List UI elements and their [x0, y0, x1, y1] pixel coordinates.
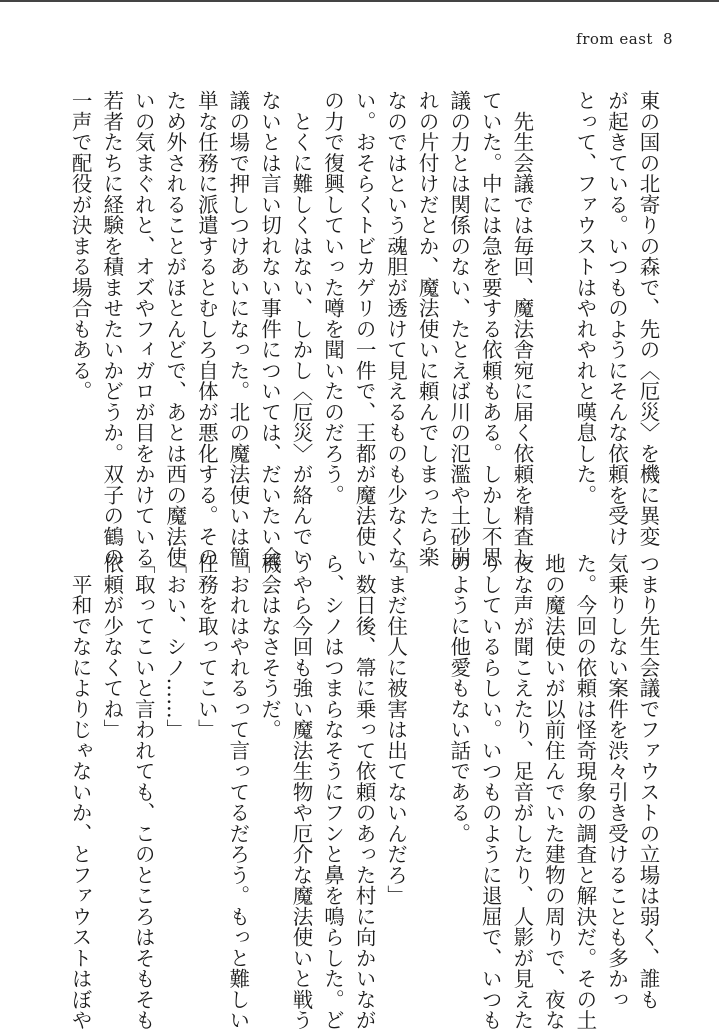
header-title: from east [576, 30, 653, 48]
text-line: 平和でなによりじゃないか、とファウストはぼや [68, 553, 93, 1030]
text-line: とくに難しくはない、しかし〈厄災〉が絡んでい [288, 90, 313, 568]
text-line: 一声で配役が決まる場合もある。 [68, 90, 93, 402]
text-line: ないとは言い切れない事件については、だいたい会 [257, 90, 282, 568]
text-line: 東の国の北寄りの森で、先の〈厄災〉を機に異変 [636, 90, 660, 547]
text-line: が起きている。いつものようにそんな依頼を受け [604, 90, 629, 547]
text-line: ていた。中には急を要する依頼もある。しかし不思 [478, 90, 503, 568]
text-line: ら、シノはつまらなそうにフンと鼻を鳴らした。ど [320, 553, 345, 1030]
text-line: の力で復興していった噂を聞いたのだろう。 [320, 90, 345, 505]
text-line: うやら今回も強い魔法生物や厄介な魔法使いと戦う [288, 553, 313, 1030]
text-line: 「取ってこいと言われても、このところはそもそも [131, 553, 156, 1030]
text-block-bottom [68, 553, 663, 1030]
text-line: 若者たちに経験を積ませたいかどうか。双子の鶴の [99, 90, 124, 568]
text-line: 議の場で押しつけあいになった。北の魔法使いは簡 [225, 90, 250, 568]
text-line: 「おい、シノ……」 [162, 553, 187, 740]
text-line: いの気まぐれと、オズやフィガロが目をかけている [131, 90, 156, 568]
text-line: 地の魔法使いが以前住んでいた建物の周りで、夜な [541, 553, 566, 1030]
text-line: い。おそらくトビカゲリの一件で、王都が魔法使い [352, 90, 377, 568]
text-line: 「まだ住人に被害は出てないんだろ」 [383, 553, 408, 906]
text-line: 「おれはやれるって言ってるだろう。もっと難しい [225, 553, 250, 1030]
text-line: 夜な声が聞こえたり、足音がしたり、人影が見えた [509, 553, 534, 1030]
blank-line [411, 553, 443, 973]
text-line: 先生会議では毎回、魔法舎宛に届く依頼を精査し [509, 90, 534, 568]
text-line: つまり先生会議でファウストの立場は弱く、誰も [636, 553, 660, 1010]
text-line: れの片付けだとか、魔法使いに頼んでしまったら楽 [415, 90, 440, 568]
text-line: とって、ファウストはやれやれと嘆息した。 [572, 90, 597, 505]
text-line: なのではという魂胆が透けて見えるものも少なくな [383, 90, 408, 568]
text-line: 依頼が少なくてね」 [99, 553, 124, 740]
text-line: ため外されることがほとんどで、あとは西の魔法使 [162, 90, 187, 568]
text-line: 機会はなさそうだ。 [257, 553, 282, 740]
text-line: のように他愛もない話である。 [446, 553, 471, 844]
text-line: 単な任務に派遣するとむしろ自体が悪化する。その [194, 90, 219, 568]
text-line: 任務を取ってこい」 [194, 553, 219, 740]
text-block-top [68, 90, 663, 568]
blank-line [537, 90, 569, 510]
text-line: りしているらしい。いつものように退屈で、いつも [478, 553, 503, 1030]
top-rule [0, 0, 719, 2]
running-header [576, 30, 673, 48]
text-line: た。今回の依頼は怪奇現象の調査と解決だ。その土 [572, 553, 597, 1030]
text-line: 議の力とは関係のない、たとえば川の氾濫や土砂崩 [446, 90, 471, 568]
text-line: 数日後、箒に乗って依頼のあった村に向かいなが [352, 553, 377, 1030]
text-line: 気乗りしない案件を渋々引き受けることも多かっ [604, 553, 629, 1010]
page-number: 8 [662, 30, 673, 48]
